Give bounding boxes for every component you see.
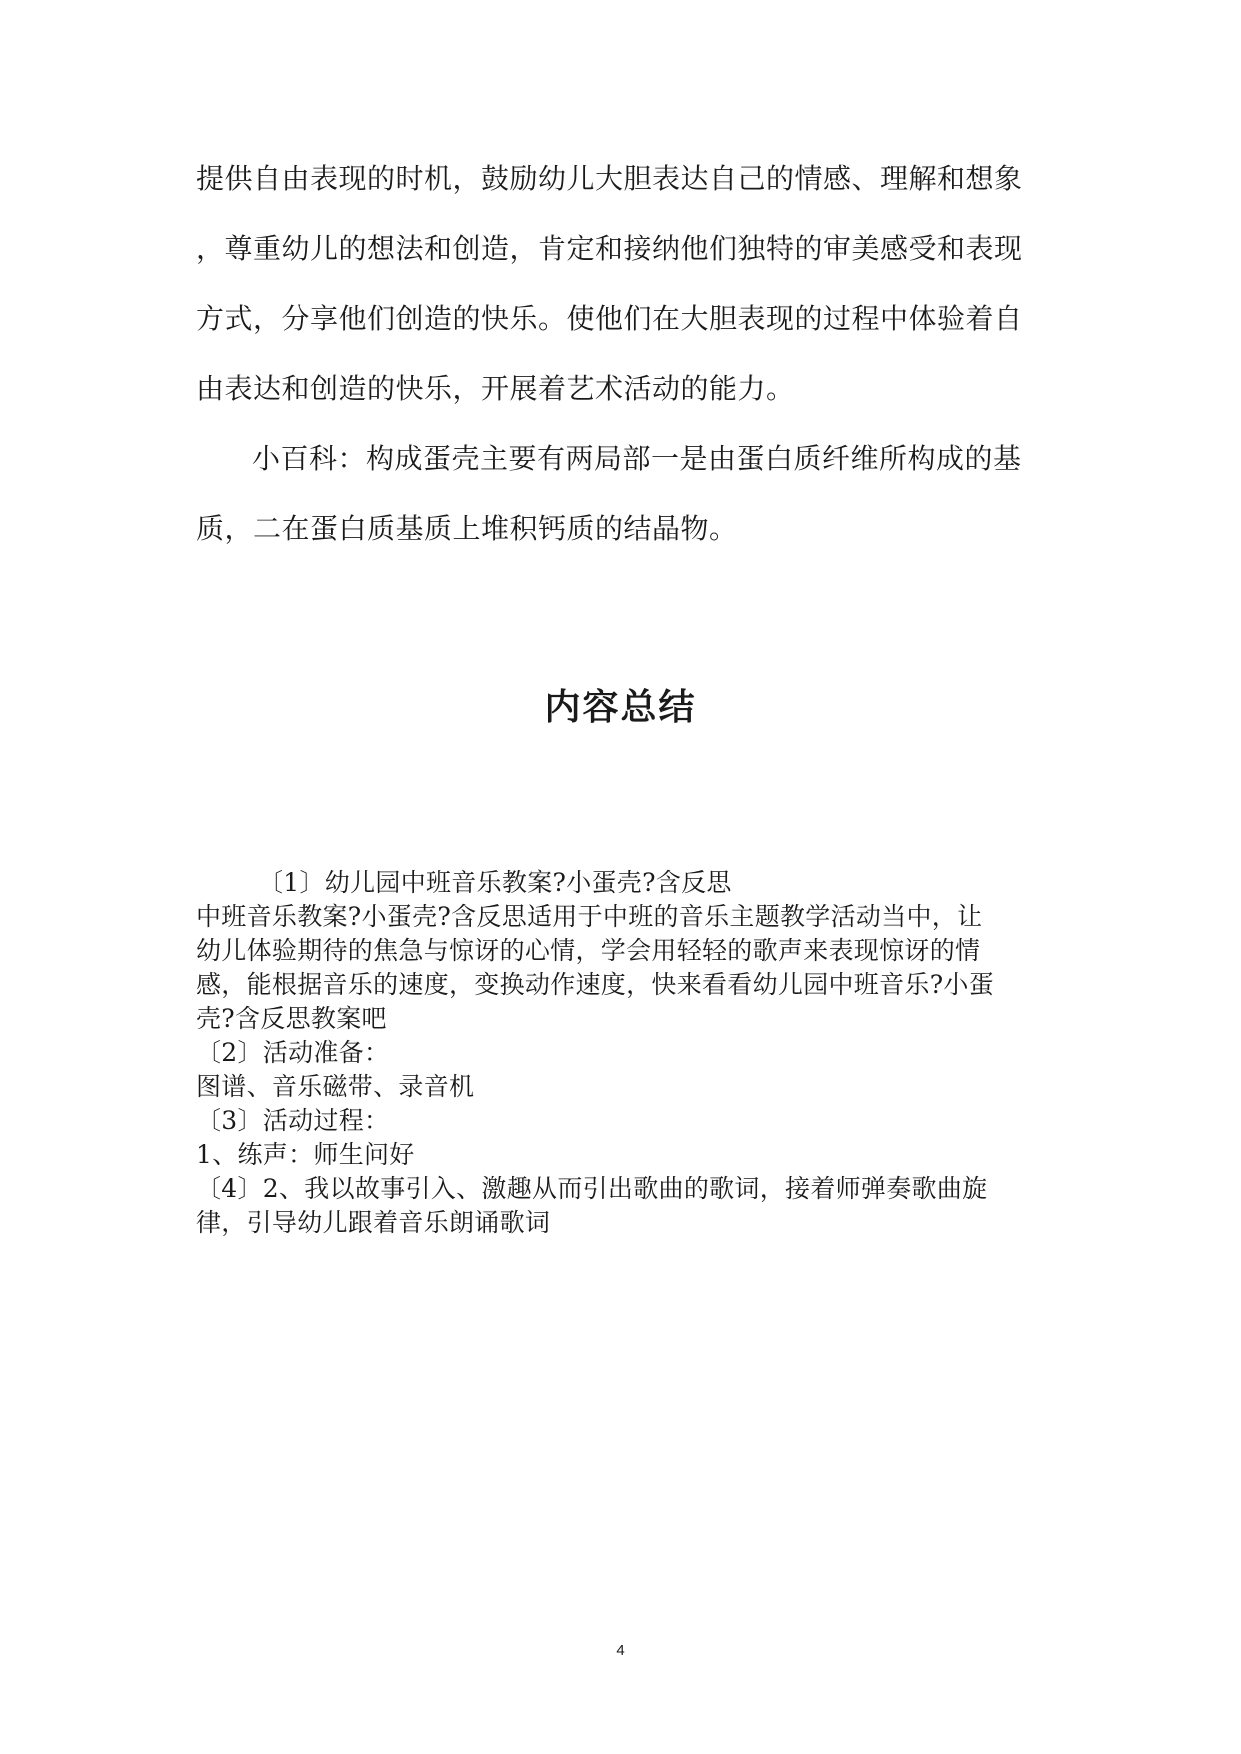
body-line-6: 质，二在蛋白质基质上堆积钙质的结晶物。: [196, 512, 738, 545]
summary-line-5: 壳?含反思教案吧: [196, 1004, 387, 1033]
body-line-2: ，尊重幼儿的想法和创造，肯定和接纳他们独特的审美感受和表现: [196, 232, 1023, 265]
summary-line-9: 1、练声：师生问好: [196, 1140, 415, 1169]
summary-line-11: 律，引导幼儿跟着音乐朗诵歌词: [196, 1208, 551, 1237]
body-line-3: 方式，分享他们创造的快乐。使他们在大胆表现的过程中体验着自: [196, 302, 1023, 335]
summary-line-4: 感，能根据音乐的速度，变换动作速度，快来看看幼儿园中班音乐?小蛋: [196, 970, 995, 999]
summary-line-3: 幼儿体验期待的焦急与惊讶的心情，学会用轻轻的歌声来表现惊讶的情: [196, 936, 981, 965]
page-number: 4: [616, 1642, 625, 1659]
summary-line-2: 中班音乐教案?小蛋壳?含反思适用于中班的音乐主题教学活动当中，让: [196, 902, 983, 931]
body-line-5: 小百科：构成蛋壳主要有两局部一是由蛋白质纤维所构成的基: [252, 442, 1022, 475]
summary-line-1: 〔1〕幼儿园中班音乐教案?小蛋壳?含反思: [258, 868, 732, 897]
summary-line-6: 〔2〕活动准备：: [196, 1038, 390, 1067]
summary-line-7: 图谱、音乐磁带、录音机: [196, 1072, 475, 1101]
summary-block: [196, 866, 1056, 1240]
summary-line-10: 〔4〕2、我以故事引入、激趣从而引出歌曲的歌词，接着师弹奏歌曲旋: [196, 1174, 988, 1203]
summary-line-8: 〔3〕活动过程：: [196, 1106, 390, 1135]
body-line-4: 由表达和创造的快乐，开展着艺术活动的能力。: [196, 372, 795, 405]
section-heading: 内容总结: [544, 687, 697, 728]
body-line-1: 提供自由表现的时机，鼓励幼儿大胆表达自己的情感、理解和想象: [196, 162, 1023, 195]
